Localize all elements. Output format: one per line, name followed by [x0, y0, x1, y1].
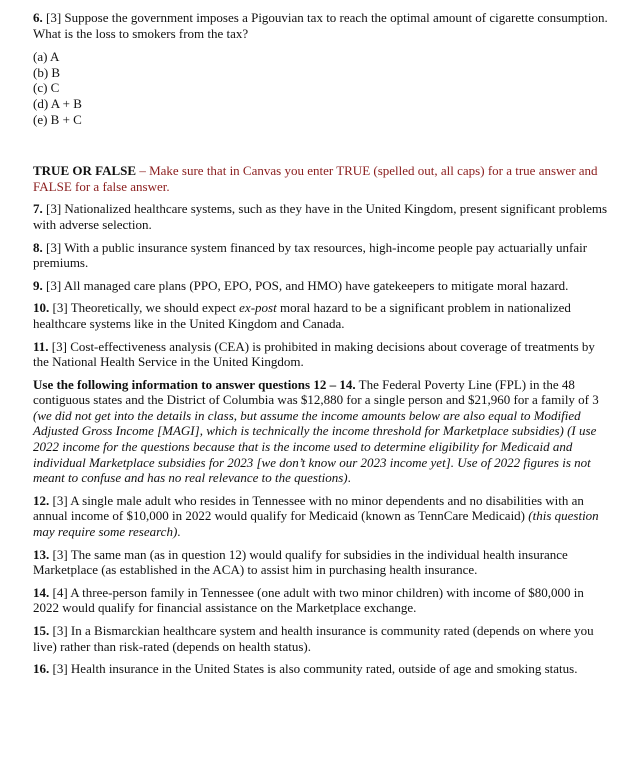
- true-false-section-header: [33, 163, 611, 194]
- question-14: [33, 585, 611, 616]
- info-block: [33, 377, 611, 486]
- question-number: 12.: [33, 492, 50, 508]
- question-number: 10.: [33, 300, 50, 316]
- question-text: Health insurance in the United States is also community rated, outside of age and smoking status.: [70, 661, 578, 677]
- question-points: [3]: [52, 661, 68, 677]
- info-lead: Use the following information to answer questions 12 – 14.: [33, 376, 356, 392]
- question-text: Theoretically, we should expect: [70, 300, 240, 316]
- question-10: [33, 300, 611, 331]
- section-heading: TRUE OR FALSE: [33, 163, 137, 179]
- question-points: [3]: [46, 277, 62, 293]
- question-number: 16.: [33, 661, 50, 677]
- question-points: [3]: [52, 546, 68, 562]
- question-15: [33, 623, 611, 654]
- question-text: Suppose the government imposes a Pigouvian tax to reach the optimal amount of cigarette consumption. What is the loss to smokers from the tax?: [33, 10, 608, 41]
- question-number: 9.: [33, 277, 43, 293]
- question-number: 11.: [33, 338, 49, 354]
- info-text-emphasis: (we did not get into the details in class, but assume the income amounts below are also equal to Modified Adjusted Gross Income [MAGI], which is technically the income threshold for Marketplace subsidies) (I use 2022 income for the questions because that is the income used to determine eligibility for Medicaid and individual Marketplace subsidies for 2023 [we don’t know our 2023 income yet]. Use of 2022 figures is not meant to confuse and has no real relevance to the questions): [33, 407, 597, 486]
- question-6: [33, 10, 611, 127]
- question-number: 6.: [33, 10, 43, 25]
- question-points: [3]: [51, 338, 67, 354]
- question-6-stem: [33, 10, 611, 41]
- question-text: All managed care plans (PPO, EPO, POS, and HMO) have gatekeepers to mitigate moral hazard.: [63, 277, 569, 293]
- question-12: [33, 493, 611, 540]
- question-text: With a public insurance system financed by tax resources, high-income people pay actuarially unfair premiums.: [33, 239, 588, 271]
- question-points: [3]: [52, 492, 68, 508]
- question-text-emphasis: (this question may require some research): [33, 508, 599, 540]
- question-number: 8.: [33, 239, 43, 255]
- answer-options: [33, 49, 611, 127]
- instruction-note: Make sure that in Canvas you enter TRUE (spelled out, all caps) for a true answer and FALSE for a false answer.: [33, 163, 598, 194]
- question-text-emphasis: ex-post: [239, 300, 277, 316]
- dash-separator: –: [136, 163, 150, 179]
- question-number: 15.: [33, 623, 50, 638]
- question-points: [3]: [46, 10, 62, 25]
- question-points: [3]: [46, 201, 62, 217]
- info-text: The Federal Poverty Line (FPL) in the 48 contiguous states and the District of Columbia was $12,880 for a single person and $21,960 for a family of 3: [33, 376, 599, 408]
- question-number: 7.: [33, 201, 43, 217]
- question-7: [33, 201, 611, 232]
- question-text: Cost-effectiveness analysis (CEA) is prohibited in making decisions about coverage of treatments by the National Health Service in the United Kingdom.: [33, 338, 595, 370]
- question-13: [33, 547, 611, 578]
- question-9: [33, 278, 611, 294]
- question-number: 13.: [33, 546, 50, 562]
- question-text-cont: moral hazard to be a significant problem in nationalized healthcare systems like in the United Kingdom and Canada.: [33, 300, 571, 331]
- option-a: (a) A: [33, 49, 60, 65]
- question-text-end: .: [177, 524, 181, 540]
- question-number: 14.: [33, 584, 50, 600]
- question-11: [33, 339, 611, 370]
- option-d: (d) A + B: [33, 95, 82, 111]
- info-text-end: .: [347, 470, 351, 486]
- option-b: (b) B: [33, 64, 61, 80]
- question-text: Nationalized healthcare systems, such as they have in the United Kingdom, present significant problems with adverse selection.: [33, 201, 608, 232]
- question-text: The same man (as in question 12) would qualify for subsidies in the individual health insurance Marketplace (as established in the ACA) to assist him in purchasing health insurance.: [33, 546, 568, 578]
- true-false-instructions: [33, 163, 611, 194]
- question-text: A three-person family in Tennessee (one adult with two minor children) with income of $80,000 in 2022 would qualify for financial assistance on the Marketplace exchange.: [33, 584, 584, 616]
- question-text: A single male adult who resides in Tennessee with no minor dependents and no disabilities with an annual income of $10,000 in 2022 would qualify for Medicaid (known as TennCare Medicaid): [33, 492, 584, 524]
- question-16: [33, 661, 611, 677]
- question-points: [3]: [52, 623, 68, 638]
- question-points: [3]: [46, 239, 62, 255]
- question-points: [4]: [52, 584, 68, 600]
- option-c: (c) C: [33, 80, 60, 96]
- question-text: In a Bismarckian healthcare system and health insurance is community rated (depends on where you live) rather than risk-rated (depends on health status).: [33, 623, 594, 654]
- question-points: [3]: [52, 300, 68, 316]
- question-8: [33, 240, 611, 271]
- option-e: (e) B + C: [33, 111, 82, 127]
